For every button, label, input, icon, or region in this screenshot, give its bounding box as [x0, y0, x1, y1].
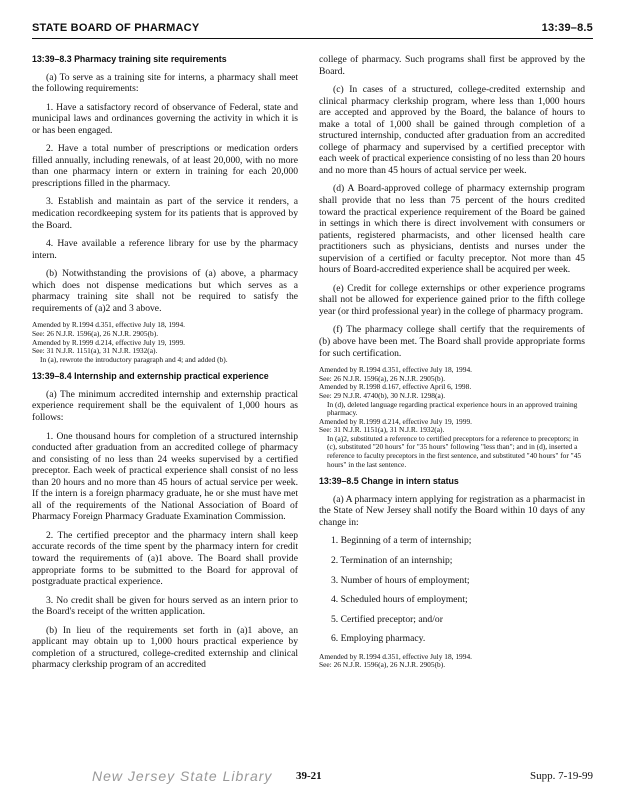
- paragraph: 1. One thousand hours for completion of a structured internship conducted after graduation from an accredited college of pharmacy and consisting of no less than 24 weeks supervised by a certified preceptor. Each week of practical experience shall consist of no less than 20 hours and no more than 45 hours of actual service per week. If the intern is a foreign pharmacy graduate, he or she must have met all of the requirements of the National Association of Board of Pharmacy Foreign Pharmacy Graduate Examination Commission.: [32, 430, 298, 523]
- list-item: 1. Beginning of a term of internship;: [331, 535, 472, 547]
- section-heading-8-4: 13:39–8.4 Internship and externship practical experience: [32, 371, 269, 382]
- page-footer: [0, 768, 625, 788]
- history-line: Amended by R.1999 d.214, effective July 19, 1999.: [32, 337, 185, 347]
- supplement-date: Supp. 7-19-99: [530, 770, 593, 782]
- paragraph: 3. No credit shall be given for hours served as an intern prior to the Board's receipt of the written application.: [32, 594, 298, 618]
- right-column: [319, 54, 585, 677]
- paragraph: (f) The pharmacy college shall certify that the requirements of (b) above have been met. The Board shall provide appropriate forms for such certification.: [319, 324, 585, 359]
- history-note: [32, 321, 298, 364]
- paragraph: (d) A Board-approved college of pharmacy externship program shall provide that no less than 75 percent of the hours credited toward the practical experience requirement of the Board be gained in settings in which there is direct involvement with consumers or patients, registered pharmacists, and other licensed health care practitioners such as physicians, dentists and nurses under the supervision of a certified or faculty preceptor. Not more than 45 hours of Board-accredited experience shall be acquired per week.: [319, 183, 585, 276]
- paragraph: 2. The certified preceptor and the pharmacy intern shall keep accurate records of the time spent by the pharmacy intern for credit toward the requirements of (a)1 above. The Board shall provide appropriate forms to be submitted to the Board for approval of postgraduate practical experience.: [32, 529, 298, 588]
- history-line: Amended by R.1999 d.214, effective July 19, 1999.: [319, 416, 472, 426]
- paragraph: (b) Notwithstanding the provisions of (a) above, a pharmacy which does not dispense medications but which serves as a pharmacy training site shall not be required to satisfy the requirements of (a)2 and 3 above.: [32, 268, 298, 314]
- history-line: Amended by R.1994 d.351, effective July 18, 1994.: [319, 365, 472, 375]
- change-list: [319, 535, 585, 644]
- history-line: In (a), rewrote the introductory paragraph and 4; and added (b).: [40, 354, 228, 364]
- history-note: [319, 366, 585, 469]
- paragraph: (e) Credit for college externships or other experience programs shall not be allowed for experience gained prior to the fifth college year (or third professional year) in the college of pharmacy program.: [319, 282, 585, 317]
- paragraph: 1. Have a satisfactory record of observance of Federal, state and municipal laws and ordinances governing the activity in which it is or has been engaged.: [32, 101, 298, 136]
- history-line: Amended by R.1998 d.167, effective April 6, 1998.: [319, 382, 472, 392]
- paragraph: (a) The minimum accredited internship and externship practical experience requirement shall be the equivalent of 1,000 hours as follows:: [32, 388, 298, 423]
- paragraph: 2. Have a total number of prescriptions or medication orders filled annually, including renewals, of at least 20,000, with no more than one pharmacy intern or extern in training for each 20,000 prescriptions filled in the pharmacy.: [32, 143, 298, 189]
- history-line: See: 26 N.J.R. 1596(a), 26 N.J.R. 2905(b).: [319, 373, 446, 383]
- paragraph: (c) In cases of a structured, college-credited externship and clinical pharmacy clerkship program, where less than 1,000 hours are accepted and approved by the Board, the balance of hours to make a total of 1,000 shall be gained through completion of a structured internship, conducted after graduation from an accredited college of pharmacy and supervised by a certified preceptor with each week of practical experience consisting of no less than 20 hours and no more than 45 hours of actual service per week.: [319, 84, 585, 176]
- history-line: Amended by R.1994 d.351, effective July 18, 1994.: [319, 651, 472, 661]
- left-column: [32, 54, 298, 678]
- section-heading-8-3: 13:39–8.3 Pharmacy training site requirements: [32, 54, 227, 64]
- header-title: STATE BOARD OF PHARMACY: [32, 22, 200, 34]
- history-line: See: 26 N.J.R. 1596(a), 26 N.J.R. 2905(b).: [32, 328, 159, 338]
- paragraph: 4. Have available a reference library for use by the pharmacy intern.: [32, 238, 298, 261]
- list-item: 2. Termination of an internship;: [331, 554, 453, 566]
- paragraph: (a) To serve as a training site for interns, a pharmacy shall meet the following requirements:: [32, 71, 298, 95]
- running-header: [32, 18, 593, 39]
- history-line: See: 31 N.J.R. 1151(a), 31 N.J.R. 1932(a).: [319, 425, 445, 435]
- page-number: 39-21: [296, 770, 322, 782]
- history-line: See: 26 N.J.R. 1596(a), 26 N.J.R. 2905(b).: [319, 660, 446, 670]
- paragraph: 3. Establish and maintain as part of the service it renders, a medication recordkeeping system for its patients that is approved by the Board.: [32, 196, 298, 231]
- history-note: [319, 653, 585, 670]
- library-watermark: New Jersey State Library: [92, 768, 273, 784]
- history-line: In (a)2, substituted a reference to certified preceptors for a reference to preceptors; in (c), substituted "20 hours" for "35 hours" following "less than"; and in (d), inserted a reference to faculty preceptors in the first sentence, and substituted "40 hours" for "45 hours" in the last sentence.: [327, 433, 582, 469]
- paragraph: (b) In lieu of the requirements set forth in (a)1 above, an applicant may obtain up to 1,000 hours practical experience by completion of a structured, college-credited externship and clinical pharmacy clerkship program of an accredited: [32, 624, 298, 671]
- history-line: See: 31 N.J.R. 1151(a), 31 N.J.R. 1932(a).: [32, 346, 158, 356]
- history-line: Amended by R.1994 d.351, effective July 18, 1994.: [32, 320, 185, 330]
- section-heading-8-5: 13:39–8.5 Change in intern status: [319, 476, 459, 487]
- history-line: In (d), deleted language regarding practical experience hours in an approved training pharmacy.: [327, 399, 578, 418]
- header-section: 13:39–8.5: [541, 22, 593, 34]
- list-item: 3. Number of hours of employment;: [331, 574, 470, 586]
- list-item: 4. Scheduled hours of employment;: [331, 594, 468, 606]
- list-item: 6. Employing pharmacy.: [331, 633, 426, 645]
- paragraph: college of pharmacy. Such programs shall first be approved by the Board.: [319, 54, 585, 77]
- history-line: See: 29 N.J.R. 4740(b), 30 N.J.R. 1298(a).: [319, 390, 446, 400]
- paragraph: (a) A pharmacy intern applying for registration as a pharmacist in the State of New Jersey shall notify the Board within 10 days of any change in:: [319, 493, 585, 528]
- list-item: 5. Certified preceptor; and/or: [331, 613, 443, 625]
